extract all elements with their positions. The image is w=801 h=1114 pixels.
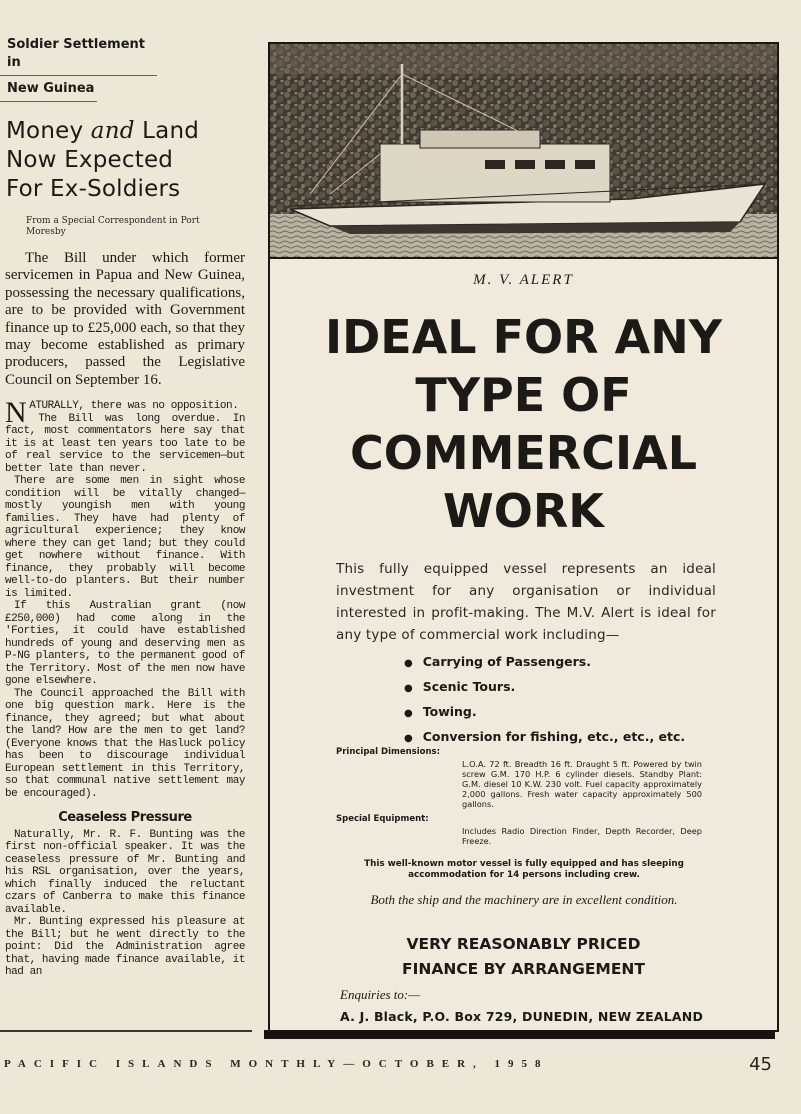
article-kicker-line2: New Guinea <box>0 80 97 102</box>
ad-use-item: ● Scenic Tours. <box>404 675 685 700</box>
article-para-6: Naturally, Mr. R. F. Bunting was the first non-official speaker. It was the ceaseless pressure of Mr. Bunting and his RSL organisation, over the years, which finally induced the reluctant czars of Canberra to make this finance available. <box>5 828 245 916</box>
ad-use-item: ● Carrying of Passengers. <box>404 650 685 675</box>
page-number: 45 <box>749 1054 772 1075</box>
article-headline <box>6 117 250 204</box>
page-footer-masthead: PACIFIC ISLANDS MONTHLY—OCTOBER, 1958 <box>4 1058 549 1070</box>
article-body <box>5 396 245 979</box>
equipment-text: Includes Radio Direction Finder, Depth Recorder, Deep Freeze. <box>462 826 702 846</box>
article-para-1 <box>5 396 245 430</box>
headline-line3: For Ex-Soldiers <box>6 176 181 202</box>
article-column <box>0 30 250 979</box>
article-lead: The Bill under which former servicemen in Papua and New Guinea, possessing the necessary qualifications, are to be provided with Government finance up to £25,000 each, so that they may become established as primary producers, passed the Legislative Council on September 16. <box>5 250 245 388</box>
advertisement <box>268 42 779 1032</box>
ad-description: This fully equipped vessel represents an ideal investment for any organisation or individual interested in profit-making. The M.V. Alert is ideal for any type of commercial work including— <box>336 561 716 643</box>
para-1-text: ATURALLY, there was no opposition. <box>29 400 239 413</box>
ad-headline-line1: IDEAL FOR ANY <box>324 310 723 364</box>
article-para-7: Mr. Bunting expressed his pleasure at the Bill; but he went directly to the point: Did the Administration agree that, having made finance available, it had an <box>5 916 245 979</box>
headline-part2: Land <box>134 118 200 144</box>
article-para-4: If this Australian grant (now £250,000) had come along in the 'Forties, it could have established hundreds of young and deserving men as P-NG planters, to the permanent good of the Territory. Most of the men now have gone elsewhere. <box>5 600 245 688</box>
headline-line2: Now Expected <box>6 147 174 173</box>
article-subhead: Ceaseless Pressure <box>58 810 192 826</box>
price-line1: VERY REASONABLY PRICED <box>406 935 641 953</box>
article-para-3: There are some men in sight whose condition will be vitally changed—mostly youngish men with young families. They have had plenty of agricultural experience; they know where they can get land; but they could get nowhere without finance. With finance, they probably will become well-to-do planters. But their number is limited. <box>5 475 245 600</box>
ad-headline-line2: TYPE OF <box>415 368 632 422</box>
equipment-label: Special Equipment: <box>336 814 429 824</box>
ad-use-item: ● Towing. <box>404 700 685 725</box>
ad-headline-line3: COMMERCIAL <box>349 426 698 480</box>
accommodation-note: This well-known motor vessel is fully equipped and has sleeping accommodation for 14 persons including crew. <box>364 859 684 880</box>
vessel-name-caption: M. V. ALERT <box>473 272 574 288</box>
article-kicker-line1: Soldier Settlement in <box>0 36 157 76</box>
dimensions-label: Principal Dimensions: <box>336 747 440 757</box>
article-para-2: The Bill was long overdue. In fact, most commentators here say that it is at least ten years too late to be of real service to the servicemen—but better late than never. <box>5 412 245 475</box>
article-byline: From a Special Correspondent in Port Moresby <box>26 216 200 237</box>
ad-use-item: ● Conversion for fishing, etc., etc., etc. <box>404 725 685 750</box>
ad-headline <box>270 308 777 540</box>
price-line2: FINANCE BY ARRANGEMENT <box>402 960 645 978</box>
price-statement <box>270 932 777 982</box>
ad-bottom-rule <box>264 1030 775 1039</box>
ad-headline-line4: WORK <box>443 484 604 538</box>
article-para-5: The Council approached the Bill with one big question mark. Here is the finance, they agreed; but what about the land? How are the men to get land? (Everyone knows that the Hasluck policy has been to discourage individual European settlement in this Territory, so that communal native settlement may be encouraged). <box>5 687 245 800</box>
headline-and: and <box>90 118 135 144</box>
vessel-photo <box>270 44 777 259</box>
vessel-photo-image <box>270 44 777 257</box>
drop-cap: N <box>5 396 27 430</box>
dimensions-text: L.O.A. 72 ft. Breadth 16 ft. Draught 5 ft. Powered by twin screw G.M. 170 H.P. 6 cylinder diesels. Standby Plant: G.M. diesel 10 K.W. 230 volt. Fuel capacity approximately 2,000 gallons. Fresh water capacity approximately 500 gallons. <box>462 759 702 809</box>
enquiries-label: Enquiries to:— <box>340 987 420 1002</box>
headline-part1: Money <box>6 118 91 144</box>
ad-uses-list <box>404 650 685 750</box>
column-bottom-rule <box>0 1030 252 1032</box>
condition-note: Both the ship and the machinery are in excellent condition. <box>370 892 678 907</box>
enquiries-address: A. J. Black, P.O. Box 729, DUNEDIN, NEW ZEALAND <box>340 1009 704 1024</box>
